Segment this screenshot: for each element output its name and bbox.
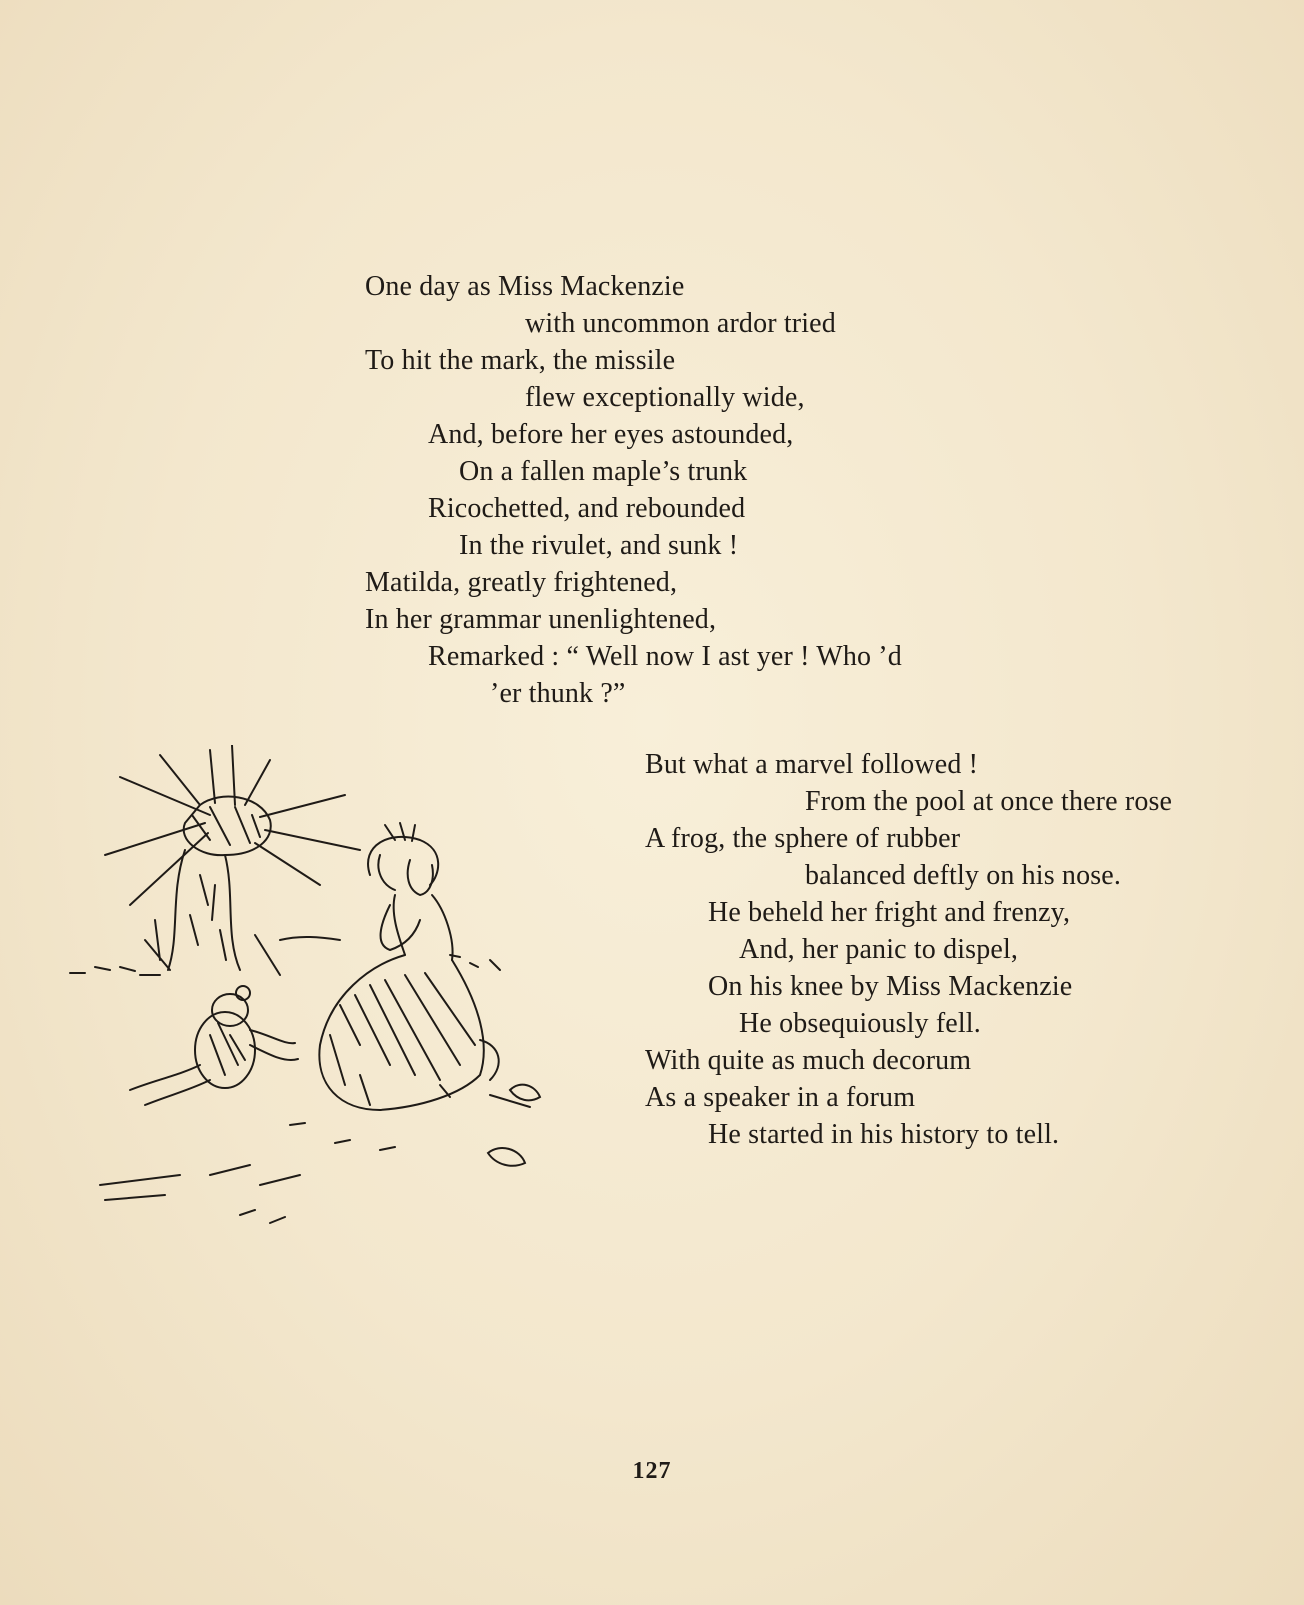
poem-line: In her grammar unenlightened, <box>365 604 717 635</box>
poem-line: In the rivulet, and sunk ! <box>459 530 739 561</box>
stanza-one <box>365 270 1005 710</box>
poem-line: with uncommon ardor tried <box>525 308 836 339</box>
poem-line: balanced deftly on his nose. <box>805 860 1122 891</box>
poem-line: flew exceptionally wide, <box>525 382 805 413</box>
illustration-drawing <box>60 745 580 1230</box>
poem-line: From the pool at once there rose <box>805 786 1173 817</box>
poem-line: Ricochetted, and rebounded <box>428 493 746 524</box>
poem-line: To hit the mark, the missile <box>365 345 676 376</box>
frog-and-girl-illustration <box>60 745 580 1230</box>
poem-line: He started in his history to tell. <box>708 1119 1060 1150</box>
poem-line: He obsequiously fell. <box>739 1008 981 1039</box>
poem-line: Matilda, greatly frightened, <box>365 567 678 598</box>
poem-line: But what a marvel followed ! <box>645 749 979 780</box>
poem-line: As a speaker in a forum <box>645 1082 916 1113</box>
poem-line: He beheld her fright and frenzy, <box>708 897 1071 928</box>
poem-line: One day as Miss Mackenzie <box>365 271 685 302</box>
poem-line: And, before her eyes astounded, <box>428 419 794 450</box>
stanza-two <box>645 748 1285 1158</box>
poem-line: Remarked : “ Well now I ast yer ! Who ’d <box>428 641 902 672</box>
poem-line: And, her panic to dispel, <box>739 934 1019 965</box>
page-number: 127 <box>632 1458 672 1484</box>
poem-line: A frog, the sphere of rubber <box>645 823 961 854</box>
poem-line: On his knee by Miss Mackenzie <box>708 971 1073 1002</box>
poem-line: ’er thunk ?” <box>490 678 626 709</box>
poem-line: With quite as much decorum <box>645 1045 972 1076</box>
poem-line: On a fallen maple’s trunk <box>459 456 748 487</box>
